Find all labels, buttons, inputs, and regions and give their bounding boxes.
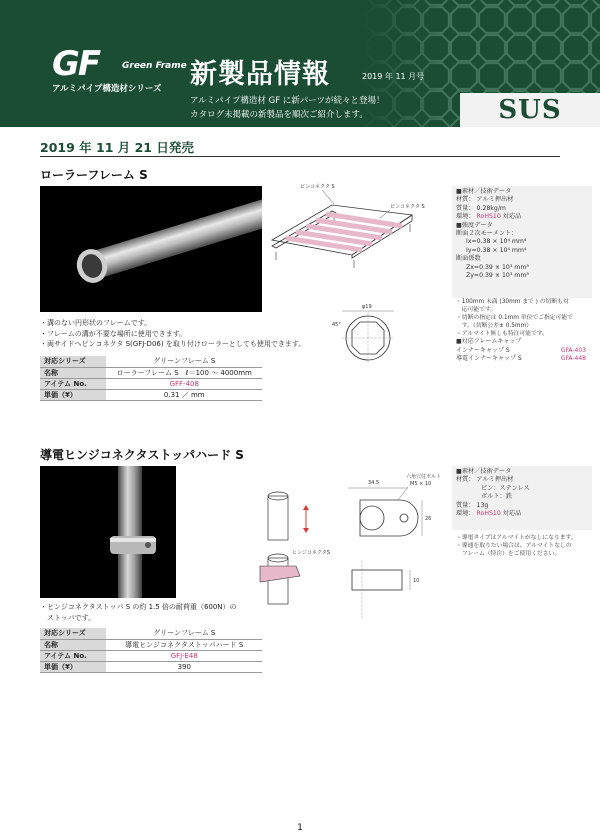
thickness-dim-label: 10	[413, 578, 420, 584]
product2-data-box	[452, 466, 592, 530]
spec-key: 名称	[40, 367, 106, 378]
bullet-item: ・溝のない円形状のフレームです。	[40, 319, 152, 327]
hinge-stopper-image	[40, 466, 176, 598]
spec-key: 対応シリーズ	[40, 628, 106, 639]
note-item: ・切断の指定は 0.1mm 単位でご指定可能で	[456, 315, 573, 321]
spec-value: 390	[106, 661, 262, 672]
roller-frame-image	[40, 186, 262, 312]
desc-line: カタログ未掲載の新製品を順次ご紹介します。	[190, 110, 368, 120]
note-item: す。（切断公差± 0.5mm）	[456, 323, 533, 329]
data-zx: Zx=0.39 × 10³ mm³	[466, 263, 529, 271]
table-row	[40, 389, 262, 400]
data-iy: Iy=0.38 × 10⁴ mm⁴	[466, 246, 527, 254]
product1-title: ローラーフレーム S	[40, 168, 148, 182]
product2-bullets	[40, 602, 237, 623]
hinge-connector-label: ヒンジコネクタS	[292, 550, 330, 556]
sus-badge	[460, 93, 600, 127]
item-number: GFJ-E48	[106, 650, 262, 661]
data-heading: ■素材／技術データ	[456, 468, 512, 475]
desc-line: アルミパイプ構造材 GF に新パーツが続々と登場！	[190, 96, 385, 106]
table-row	[40, 639, 262, 650]
issue-date: 2019 年 11 月号	[362, 72, 425, 81]
item-number: GFF-408	[106, 378, 262, 389]
logo-subtitle: Green Frame	[122, 61, 187, 71]
bullet-item: ・フレームの溝が不要な場所に使用できます。	[40, 329, 187, 338]
product1-spec-table	[40, 356, 262, 401]
width-dim-label: 34.5	[368, 480, 380, 486]
rohs-badge: RoHS10	[476, 510, 501, 518]
cap-name: 導電インナーキャップ S	[456, 355, 522, 362]
data-material: ピン：ステンレス	[481, 484, 530, 492]
logo-gf: GF	[52, 44, 100, 84]
hinge-dimension-drawing	[340, 470, 450, 630]
pin-connector-label: ピンコネクタ S	[390, 204, 425, 210]
pin-connector-label: ピンコネクタ S	[300, 184, 335, 190]
spec-value: 0.31 ／ mm	[106, 389, 262, 400]
data-mass: 質量： 13g	[456, 501, 489, 509]
cap-code: GFA-448	[560, 355, 586, 362]
cap-code: GFA-403	[560, 346, 586, 354]
table-row	[40, 367, 262, 378]
product1-notes	[456, 298, 573, 338]
env-label: 環境：	[456, 510, 475, 518]
bullet-item: ストッパです。	[40, 613, 96, 622]
env-label: 環境：	[456, 213, 475, 221]
bolt-label: 六角穴付ボルト	[406, 474, 442, 480]
cap-row	[456, 355, 586, 364]
data-environment	[456, 510, 588, 518]
data-mass: 質量： 0.28kg/m	[456, 204, 506, 212]
data-heading: ■素材／技術データ	[456, 188, 512, 195]
bolt-size-label: M5 × 10	[410, 481, 432, 487]
spec-key: 単価（¥）	[40, 661, 106, 672]
divider	[40, 156, 560, 157]
roller-frame-drawing	[262, 180, 452, 280]
table-row	[40, 650, 262, 661]
page-number: 1	[297, 823, 303, 833]
cap-row	[456, 347, 586, 356]
product2-spec-table	[40, 628, 262, 673]
data-zy: Zy=0.39 × 10³ mm³	[466, 272, 529, 280]
spec-value: 導電ヒンジコネクタストッパハード S	[106, 639, 262, 650]
header-description	[190, 94, 384, 122]
data-ix: Ix=0.38 × 10⁴ mm⁴	[466, 238, 527, 246]
release-date: 2019 年 11 月 21 日発売	[40, 140, 194, 155]
sus-badge-text: SUS	[498, 95, 562, 125]
height-dim-label: 26	[425, 516, 432, 522]
spec-value: グリーンフレーム S	[106, 628, 262, 639]
angle-label: 45°	[332, 322, 341, 328]
data-material: 材質： アルミ押出材	[456, 196, 514, 204]
page-title: 新製品情報	[190, 59, 330, 90]
rohs-badge: RoHS10	[476, 213, 501, 221]
bullet-item: ・ヒンジコネクタストッパ S の約 1.5 倍の耐荷重（600N）の	[40, 603, 237, 611]
spec-key: 名称	[40, 639, 106, 650]
diameter-label: φ19	[362, 304, 372, 310]
note-item: ・導電タイプはアルマイトがなしになります。	[456, 535, 577, 541]
product1-photo	[40, 186, 262, 312]
data-material: 材質： アルミ押出材	[456, 476, 514, 484]
hinge-assembly-drawing	[236, 490, 336, 610]
note-item: 応可能です。	[456, 307, 497, 313]
table-row	[40, 356, 262, 367]
note-item: ・アルマイト無しも特注可能です。	[456, 331, 548, 337]
data-heading: ■強度データ	[456, 221, 493, 229]
env-suffix: 対応品	[500, 510, 522, 518]
product1-bullets	[40, 318, 305, 350]
caps-heading: ■対応フレームキャップ	[456, 338, 522, 345]
data-modulus: 断面係数	[456, 255, 481, 263]
cap-name: インナーキャップ S	[456, 346, 510, 354]
table-row	[40, 661, 262, 672]
data-moment: 断面２次モーメント：	[456, 230, 518, 238]
spec-value: ローラーフレーム S ℓ＝100 ～ 4000mm	[106, 367, 262, 378]
env-suffix: 対応品	[500, 213, 522, 221]
note-item: ・導通を取りたい場合は、アルマイトなしの	[456, 543, 572, 549]
bullet-item: ・両サイドへピンコネクタ S(GFJ-D06) を取り付けローラーとしても使用できます。	[40, 340, 306, 348]
data-material: ボルト：鉄	[481, 493, 512, 501]
note-item: フレーム（特注）をご使用ください。	[456, 551, 561, 557]
spec-key: アイテム No.	[40, 378, 106, 389]
cross-section-drawing	[330, 300, 410, 370]
spec-key: 対応シリーズ	[40, 356, 106, 367]
note-item: ・100mm 未満 (30mm まで ) の切断も対	[456, 299, 569, 305]
spec-key: アイテム No.	[40, 650, 106, 661]
spec-value: グリーンフレーム S	[106, 356, 262, 367]
product2-photo	[40, 466, 176, 598]
logo-series: アルミパイプ構造材シリーズ	[52, 84, 162, 94]
product2-title: 導電ヒンジコネクタストッパハード S	[40, 448, 244, 462]
data-environment	[456, 213, 588, 221]
table-row	[40, 628, 262, 639]
spec-key: 単価（¥）	[40, 389, 106, 400]
table-row	[40, 378, 262, 389]
product1-data-box	[452, 186, 592, 298]
product2-notes	[456, 534, 577, 558]
frame-caps	[456, 338, 586, 364]
